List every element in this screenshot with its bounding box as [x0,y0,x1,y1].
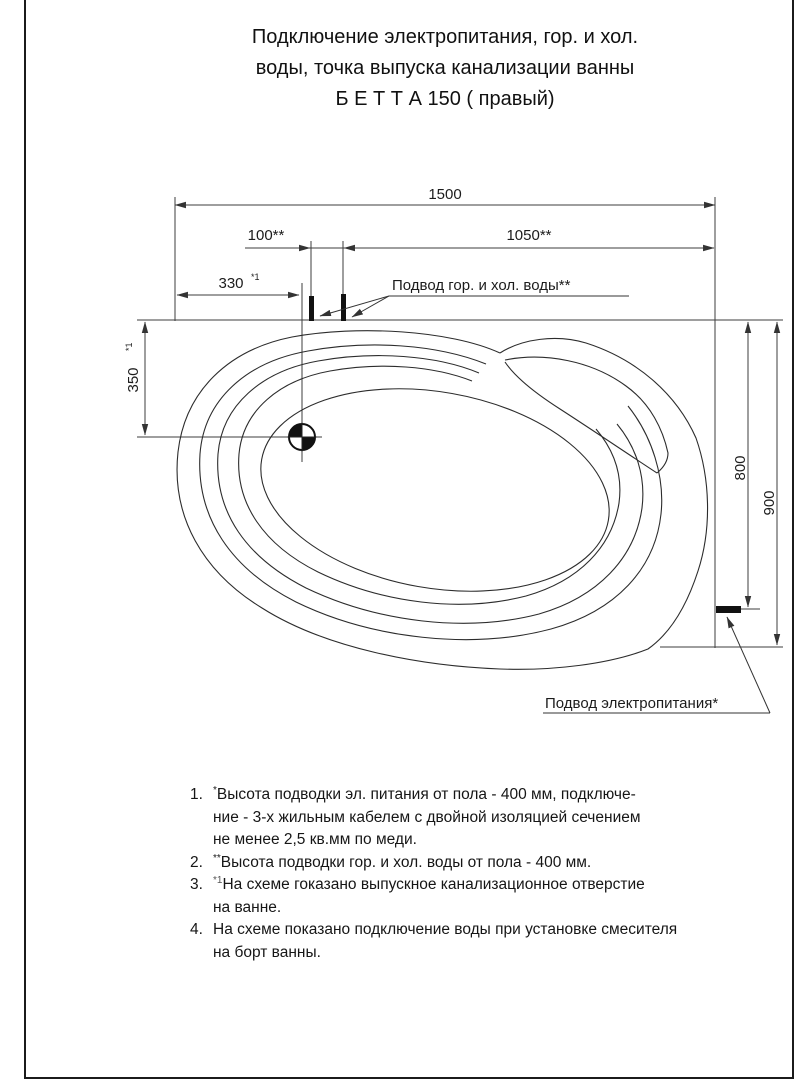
power-leader [727,617,770,713]
tub-rim-contour-4 [239,366,620,604]
note-3-marker: *1 [213,874,223,886]
note-1-line-3: не менее 2,5 кв.мм по меди. [213,831,417,848]
dim-text-350-group [124,342,142,392]
tub-headrest-crescent-upper [505,357,668,473]
drain-quadrant-topleft [289,424,302,437]
callout-leaders [320,296,770,713]
tub-outer-apron [177,331,708,670]
title-line-1: Подключение электропитания, гор. и хол. [251,26,639,48]
note-3-line-2: на ванне. [213,898,282,916]
note-2-line-1: Высота подводки гор. и хол. воды от пола - 400 мм. [220,853,592,871]
dim-text-1500: 1500 [428,186,462,203]
note-4 [190,919,775,964]
dim-text-100: 100** [247,227,285,244]
dim-text-1050: 1050** [506,227,552,244]
tub-rim-contour-3 [218,356,643,624]
water-supply-label: Подвод гор. и хол. воды** [392,277,571,294]
dimension-lines [145,205,777,645]
drain-quadrant-bottomright [302,437,315,450]
bathtub-outline [177,331,708,670]
power-connection-mark [716,606,741,613]
water-leader-2 [352,296,389,317]
extension-lines [137,197,783,648]
power-supply-label: Подвод электропитания* [545,695,719,712]
note-2-number: 2. [190,853,203,871]
note-1-line-2: ние - 3-х жильным кабелем с двойной изоляцией сечением [213,808,641,826]
tub-rim-contour-2 [200,345,662,640]
hot-water-mark [309,296,314,321]
note-3-line-1: На схеме гоказано выпускное канализационное отверстие [222,876,645,893]
dimension-labels [124,186,778,516]
note-1 [190,784,775,852]
drain-symbol [287,422,317,452]
note-1-line-1: Высота подводки эл. питания от пола - 400 мм, подключе- [216,786,636,803]
title-line-3: Б Е Т Т А 150 ( правый) [335,88,555,110]
note-4-line-1: На схеме показано подключение воды при установке смесителя [213,921,678,938]
dim-text-350-note-ref: *1 [124,342,134,351]
cold-water-mark [341,294,346,321]
water-leader-1 [320,296,389,316]
note-1-number: 1. [190,786,203,803]
title-line-2: воды, точка выпуска канализации ванны [255,57,635,79]
dim-text-900: 900 [761,490,778,516]
note-3 [190,874,775,919]
note-2 [190,852,775,875]
dim-text-350: 350 [125,367,142,393]
dim-text-330: 330 [218,275,244,292]
note-4-line-2: на борт ванны. [213,943,321,961]
note-1-marker: * [213,784,217,796]
dim-text-330-note-ref: *1 [251,272,260,282]
note-4-number: 4. [190,921,203,938]
notes-list [190,784,775,964]
dim-text-800: 800 [732,455,749,481]
note-3-number: 3. [190,876,203,893]
note-2-marker: ** [213,852,221,864]
